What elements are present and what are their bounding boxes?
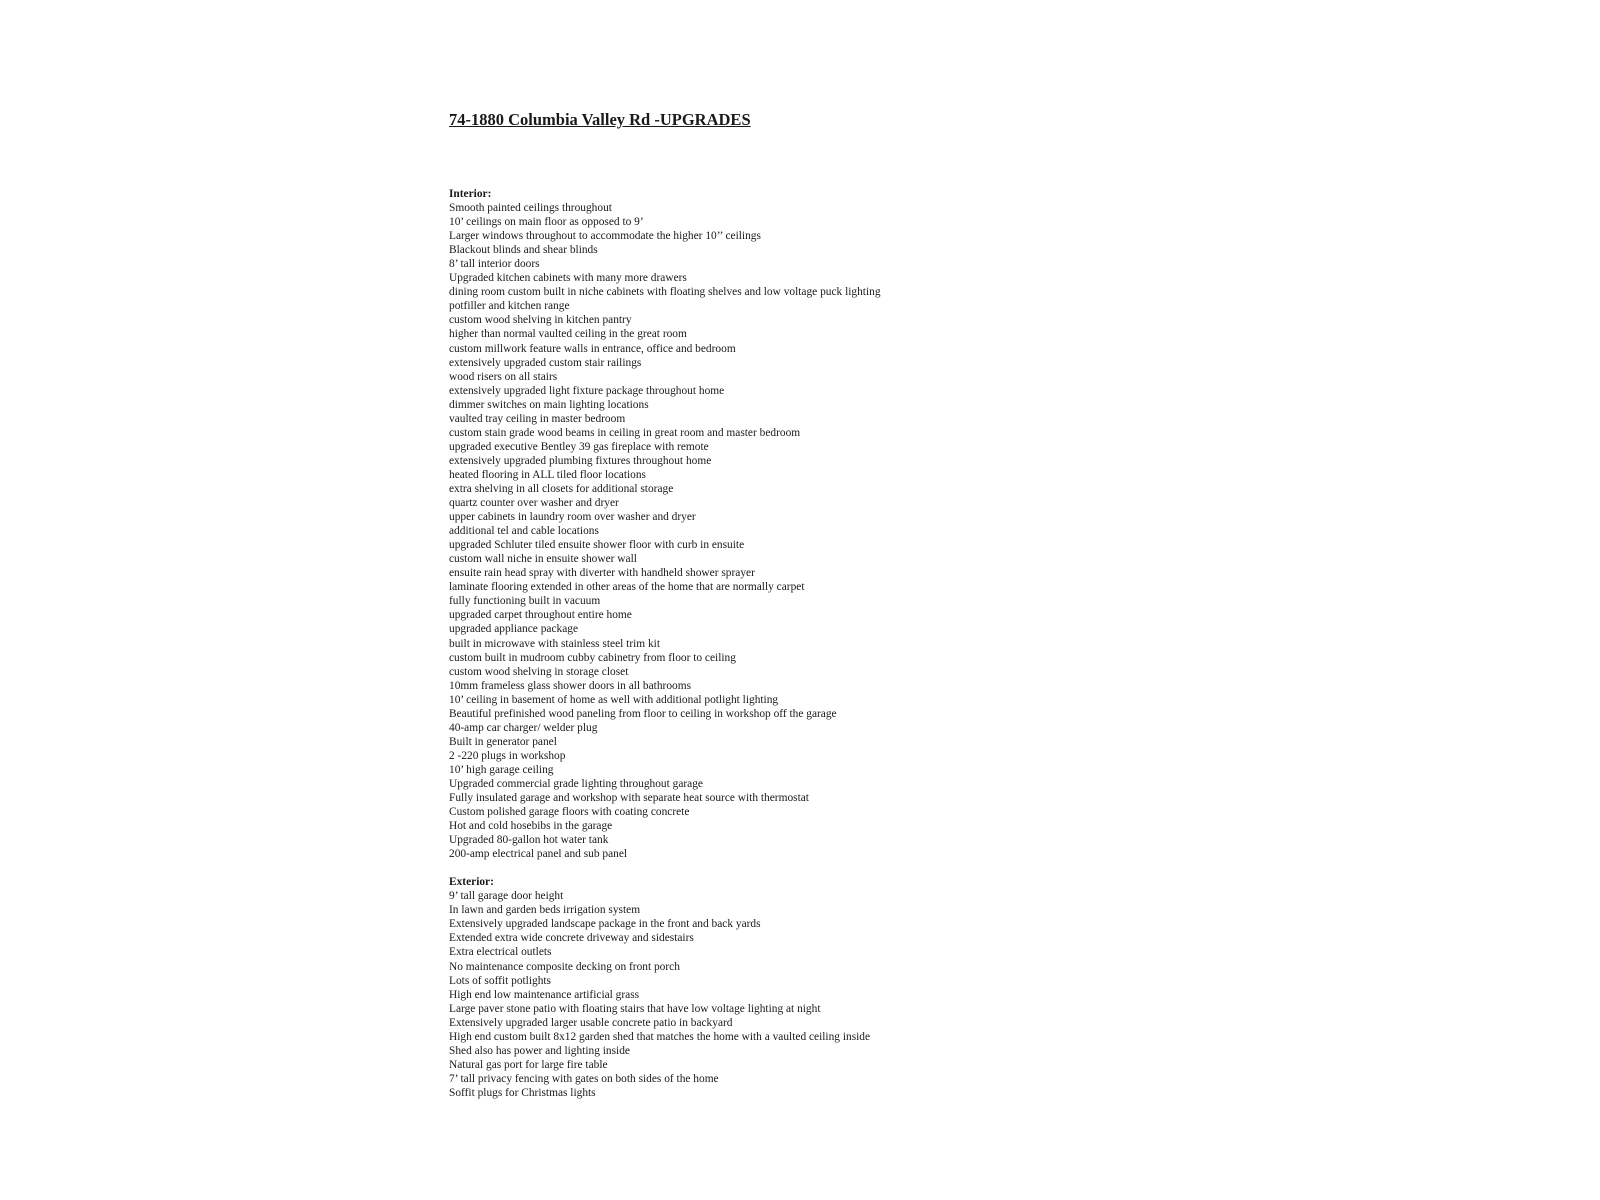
list-item: Shed also has power and lighting inside [449, 1044, 630, 1057]
list-item: quartz counter over washer and dryer [449, 497, 619, 510]
list-item: upgraded executive Bentley 39 gas fireplace with remote [449, 440, 709, 453]
list-item: 40-amp car charger/ welder plug [449, 721, 598, 734]
list-item: custom wall niche in ensuite shower wall [449, 553, 637, 566]
list-item: Lots of soffit potlights [449, 974, 551, 987]
exterior-list [449, 889, 1149, 1100]
list-item: higher than normal vaulted ceiling in the great room [449, 328, 687, 341]
list-item: custom built in mudroom cubby cabinetry from floor to ceiling [449, 651, 736, 664]
list-item: 10’ ceiling in basement of home as well with additional potlight lighting [449, 693, 779, 706]
list-item: Upgraded 80-gallon hot water tank [449, 834, 609, 847]
list-item: 10’ high garage ceiling [449, 763, 554, 776]
list-item: upgraded appliance package [449, 623, 579, 636]
list-item: extra shelving in all closets for additional storage [449, 482, 674, 495]
list-item: heated flooring in ALL tiled floor locations [449, 468, 646, 481]
list-item: potfiller and kitchen range [449, 300, 570, 313]
list-item: In lawn and garden beds irrigation system [449, 904, 641, 917]
list-item: custom wood shelving in storage closet [449, 665, 629, 678]
exterior-section [449, 875, 1149, 1100]
list-item: Extensively upgraded larger usable concrete patio in backyard [449, 1016, 733, 1029]
document-page [449, 110, 1149, 1100]
list-item: 200-amp electrical panel and sub panel [449, 848, 628, 861]
list-item: custom stain grade wood beams in ceiling in great room and master bedroom [449, 426, 801, 439]
interior-heading: Interior: [449, 188, 492, 200]
list-item: upgraded carpet throughout entire home [449, 609, 632, 622]
list-item: Upgraded kitchen cabinets with many more drawers [449, 272, 687, 285]
list-item: built in microwave with stainless steel trim kit [449, 637, 661, 650]
list-item: Extended extra wide concrete driveway and sidestairs [449, 932, 694, 945]
list-item: ensuite rain head spray with diverter with handheld shower sprayer [449, 567, 755, 580]
list-item: 8’ tall interior doors [449, 258, 540, 271]
list-item: 7’ tall privacy fencing with gates on both sides of the home [449, 1072, 719, 1085]
list-item: upper cabinets in laundry room over washer and dryer [449, 511, 696, 524]
list-item: Upgraded commercial grade lighting throughout garage [449, 777, 703, 790]
list-item: Larger windows throughout to accommodate the higher 10’’ ceilings [449, 230, 761, 243]
list-item: Fully insulated garage and workshop with separate heat source with thermostat [449, 792, 809, 805]
interior-section [449, 187, 1149, 861]
list-item: Soffit plugs for Christmas lights [449, 1086, 596, 1099]
list-item: High end custom built 8x12 garden shed that matches the home with a vaulted ceiling inside [449, 1030, 871, 1043]
list-item: custom wood shelving in kitchen pantry [449, 314, 632, 327]
list-item: Custom polished garage floors with coating concrete [449, 806, 690, 819]
list-item: High end low maintenance artificial grass [449, 988, 640, 1001]
list-item: extensively upgraded light fixture package throughout home [449, 384, 725, 397]
list-item: Built in generator panel [449, 735, 557, 748]
list-item: additional tel and cable locations [449, 525, 599, 538]
list-item: 2 -220 plugs in workshop [449, 749, 566, 762]
list-item: Natural gas port for large fire table [449, 1058, 608, 1071]
list-item: Extra electrical outlets [449, 946, 552, 959]
list-item: fully functioning built in vacuum [449, 595, 601, 608]
list-item: 9’ tall garage door height [449, 890, 564, 903]
document-title: 74-1880 Columbia Valley Rd -UPGRADES [449, 110, 751, 129]
list-item: dimmer switches on main lighting locations [449, 398, 649, 411]
list-item: 10’ ceilings on main floor as opposed to 9’ [449, 216, 644, 229]
list-item: extensively upgraded plumbing fixtures throughout home [449, 454, 712, 467]
list-item: laminate flooring extended in other areas of the home that are normally carpet [449, 581, 805, 594]
list-item: Extensively upgraded landscape package in the front and back yards [449, 918, 761, 931]
exterior-heading: Exterior: [449, 876, 494, 889]
list-item: Hot and cold hosebibs in the garage [449, 820, 613, 833]
list-item: extensively upgraded custom stair railings [449, 356, 642, 369]
list-item: wood risers on all stairs [449, 370, 558, 383]
list-item: 10mm frameless glass shower doors in all bathrooms [449, 679, 692, 692]
list-item: dining room custom built in niche cabinets with floating shelves and low voltage puck lighting [449, 286, 881, 299]
interior-list [449, 201, 1149, 861]
list-item: Smooth painted ceilings throughout [449, 202, 612, 215]
list-item: Blackout blinds and shear blinds [449, 244, 598, 257]
list-item: vaulted tray ceiling in master bedroom [449, 412, 626, 425]
list-item: upgraded Schluter tiled ensuite shower floor with curb in ensuite [449, 539, 745, 552]
list-item: No maintenance composite decking on front porch [449, 960, 680, 973]
list-item: Beautiful prefinished wood paneling from floor to ceiling in workshop off the garage [449, 707, 837, 720]
list-item: custom millwork feature walls in entrance, office and bedroom [449, 342, 736, 355]
list-item: Large paver stone patio with floating stairs that have low voltage lighting at night [449, 1002, 821, 1015]
